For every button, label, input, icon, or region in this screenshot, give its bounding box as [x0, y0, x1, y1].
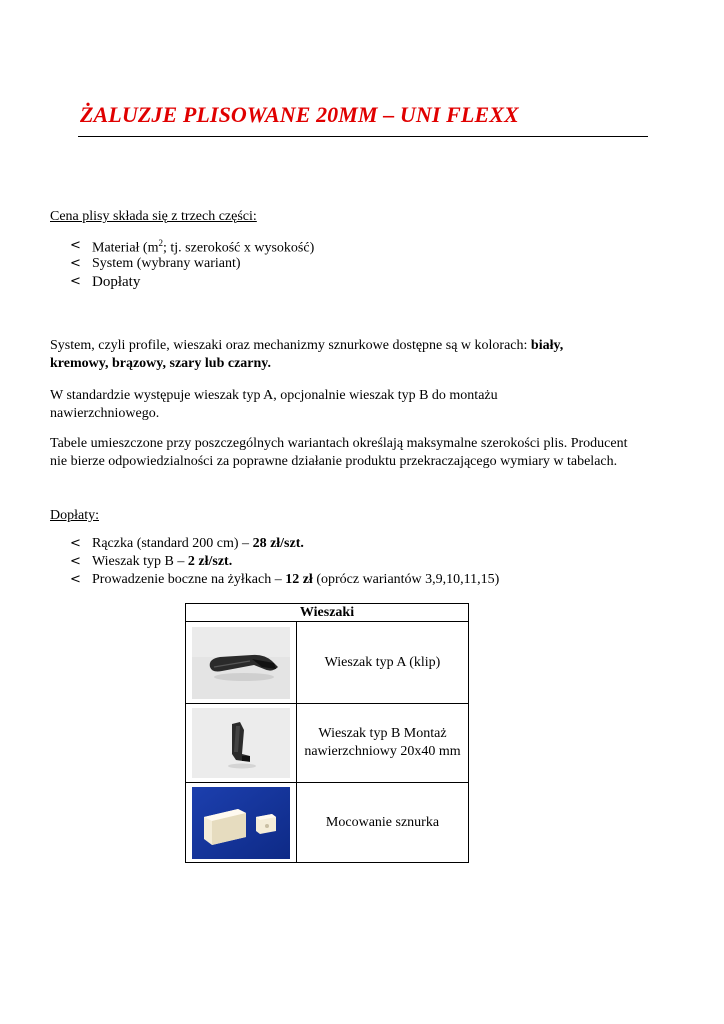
price-intro: Cena plisy składa się z trzech części: [50, 209, 257, 224]
hanger-a-photo [192, 627, 290, 699]
list-item [70, 237, 314, 255]
table-row [186, 783, 469, 863]
system-colors-paragraph: System, czyli profile, wieszaki oraz mechanizmy sznurkowe dostępne są w kolorach: biały, kremowy, brązowy, szary lub czarny. [50, 338, 564, 371]
title-divider [78, 136, 648, 137]
list-item [70, 535, 499, 553]
price-parts-list [70, 237, 314, 291]
table-row [186, 622, 469, 704]
available-colors: biały, kremowy, brązowy, szary lub czarny. [50, 338, 564, 371]
standard-hanger-paragraph: W standardzie występuje wieszak typ A, opcjonalnie wieszak typ B do montażu nawierzchniowego. [50, 388, 498, 421]
bullet-arrow-icon: < [70, 536, 81, 551]
hanger-a-label: Wieszak typ A (klip) [297, 622, 469, 704]
bullet-arrow-icon: < [70, 256, 81, 271]
hanger-b-label: Wieszak typ B Montaż nawierzchniowy 20x40 mm [297, 704, 469, 783]
hangers-table-header: Wieszaki [186, 604, 469, 622]
price-part-surcharges: Dopłaty [92, 274, 141, 290]
bullet-arrow-icon: < [70, 572, 81, 587]
surcharge-hanger-b: Wieszak typ B – 2 zł/szt. [92, 554, 233, 569]
tables-note-paragraph: Tabele umieszczone przy poszczególnych wariantach określają maksymalne szerokości plis. Producent nie bierze odpowiedzialności za poprawne działanie produktu przekraczającego wymiary w tabelach. [50, 436, 628, 469]
cord-mount-photo [192, 787, 290, 859]
bullet-arrow-icon: < [70, 274, 81, 289]
list-item [70, 553, 499, 571]
page-title: ŻALUZJE PLISOWANE 20MM – UNI FLEXX [80, 102, 519, 127]
cord-mount-photo-cell [186, 783, 297, 863]
price-part-system: System (wybrany wariant) [92, 256, 241, 271]
hanger-b-photo-cell [186, 704, 297, 783]
hanger-a-photo-cell [186, 622, 297, 704]
bullet-arrow-icon: < [70, 554, 81, 569]
bullet-arrow-icon: < [70, 238, 81, 253]
list-item [70, 571, 499, 589]
cord-mount-label: Mocowanie sznurka [297, 783, 469, 863]
surcharges-heading: Dopłaty: [50, 508, 99, 523]
price-part-material: Materiał ($m^2$; tj. szerokość x wysokość) [92, 238, 315, 256]
surcharge-handle: Rączka (standard 200 cm) – 28 zł/szt. [92, 536, 304, 551]
hanger-b-photo [192, 708, 290, 778]
list-item [70, 273, 314, 291]
surcharge-side-guide: Prowadzenie boczne na żyłkach – 12 zł (oprócz wariantów 3,9,10,11,15) [92, 572, 500, 587]
table-row [186, 704, 469, 783]
surcharges-list [70, 535, 499, 589]
hangers-table [185, 603, 469, 863]
